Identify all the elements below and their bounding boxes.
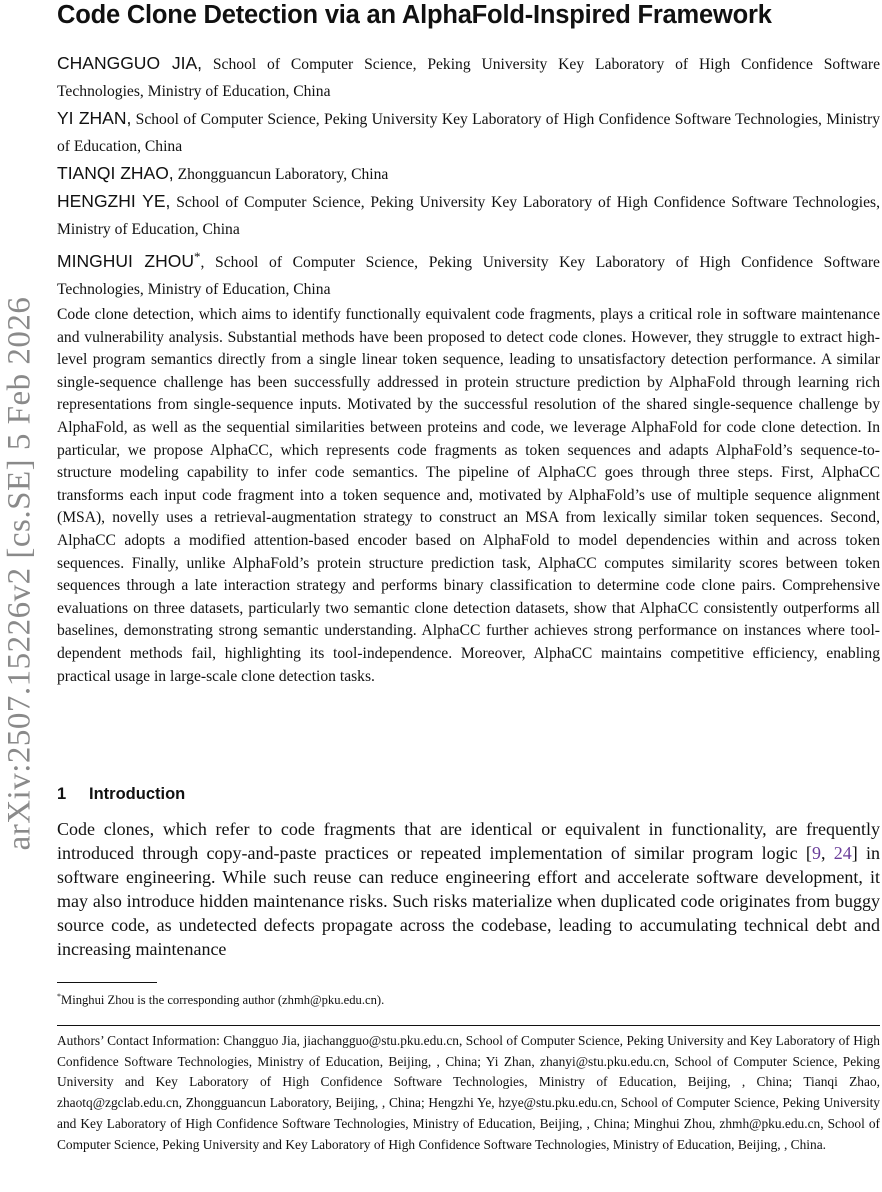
author-affiliation: School of Computer Science, Peking University Key Laboratory of High Confidence Software Technologies, Ministry of Education, China (57, 56, 880, 100)
intro-text: ] in software engineering. While such reuse can reduce engineering effort and accelerate software development, it may also introduce hidden maintenance risks. Such risks materialize when duplicated code originates from buggy source code, as undetected defects propagate across the codebase, leading to accumulating technical debt and increasing maintenance (57, 842, 881, 959)
author-affiliation: Zhongguancun Laboratory, China (173, 166, 389, 183)
author-name: HENGZHI YE, (57, 191, 171, 211)
footnote-divider (57, 982, 157, 983)
citation-link[interactable]: 24 (833, 842, 852, 863)
section-title: Introduction (89, 785, 186, 803)
author-entry (57, 188, 880, 243)
intro-paragraph (57, 818, 880, 961)
contact-divider (57, 1025, 880, 1026)
author-name: CHANGGUO JIA, (57, 53, 203, 73)
author-affiliation: , School of Computer Science, Peking University Key Laboratory of High Confidence Software Technologies, Ministry of Education, China (57, 254, 880, 299)
section-number: 1 (57, 785, 67, 803)
author-name: TIANQI ZHAO, (57, 163, 174, 183)
author-entry (57, 105, 880, 160)
paper-title: Code Clone Detection via an AlphaFold-Inspired Framework (57, 1, 772, 29)
footnote-text: Minghui Zhou is the corresponding author (zhmh@pku.edu.cn). (61, 993, 385, 1008)
footnote-mark: * (57, 992, 61, 1001)
arxiv-identifier-stamp: arXiv:2507.15226v2 [cs.SE] 5 Feb 2026 (1, 296, 38, 851)
author-name: MINGHUI ZHOU (57, 251, 195, 272)
section-heading (57, 785, 185, 804)
author-list (57, 50, 880, 303)
citation-separator: , (820, 842, 834, 863)
corresponding-author-mark: * (194, 249, 201, 264)
author-affiliation: School of Computer Science, Peking University Key Laboratory of High Confidence Software Technologies, Ministry of Education, China (57, 194, 880, 238)
author-affiliation: School of Computer Science, Peking University Key Laboratory of High Confidence Software Technologies, Ministry of Education, China (57, 111, 880, 155)
author-name: YI ZHAN, (57, 108, 132, 128)
footnote (57, 989, 384, 1008)
abstract: Code clone detection, which aims to identify functionally equivalent code fragments, plays a critical role in software maintenance and vulnerability analysis. Substantial methods have been proposed to detect code clones. However, they struggle to extract high-level program semantics directly from a single linear token sequence, leading to unsatisfactory detection performance. A similar single-sequence challenge has been successfully addressed in protein structure prediction by AlphaFold through learning rich representations from single-sequence inputs. Motivated by the successful resolution of the shared single-sequence challenge by AlphaFold, as well as the sequential similarities between proteins and code, we leverage AlphaFold for code clone detection. In particular, we propose AlphaCC, which represents code fragments as token sequences and adapts AlphaFold’s sequence-to-structure modeling capability to infer code semantics. The pipeline of AlphaCC goes through three steps. First, AlphaCC transforms each input code fragment into a token sequence and, motivated by AlphaFold’s use of multiple sequence alignment (MSA), novelly uses a retrieval-augmentation strategy to construct an MSA from lexically similar token sequences. Second, AlphaCC adopts a modified attention-based encoder based on AlphaFold to model dependencies within and across token sequences. Finally, unlike AlphaFold’s protein structure prediction task, AlphaCC computes similarity scores between token sequences through a late interaction strategy and performs binary classification to determine code clone pairs. Comprehensive evaluations on three datasets, particularly two semantic clone detection datasets, show that AlphaCC consistently outperforms all baselines, demonstrating strong semantic understanding. AlphaCC further achieves strong performance on instances where tool-dependent methods fail, highlighting its tool-independence. Moreover, AlphaCC maintains competitive efficiency, enabling practical usage in large-scale clone detection tasks. (57, 306, 880, 685)
author-entry (57, 50, 880, 105)
author-entry (57, 160, 880, 188)
citation-link[interactable]: 9 (811, 842, 821, 863)
authors-contact-information: Authors’ Contact Information: Changguo Jia, jiachangguo@stu.pku.edu.cn, School of Computer Science, Peking University and Key Laboratory of High Confidence Software Technologies, Ministry of Education, Beijing, , China; Yi Zhan, zhanyi@stu.pku.edu.cn, School of Computer Science, Peking University and Key Laboratory of High Confidence Software Technologies, Ministry of Education, Beijing, , China; Tianqi Zhao, zhaotq@zgclab.edu.cn, Zhongguancun Laboratory, Beijing, , China; Hengzhi Ye, hzye@stu.pku.edu.cn, School of Computer Science, Peking University and Key Laboratory of High Confidence Software Technologies, Ministry of Education, Beijing, , China; Minghui Zhou, zhmh@pku.edu.cn, School of Computer Science, Peking University and Key Laboratory of High Confidence Software Technologies, Ministry of Education, Beijing, , China. (57, 1033, 880, 1152)
author-entry (57, 243, 880, 303)
intro-text: Code clones, which refer to code fragments that are identical or equivalent in functionality, are frequently introduced through copy-and-paste practices or repeated implementation of similar program logic [ (57, 819, 880, 863)
